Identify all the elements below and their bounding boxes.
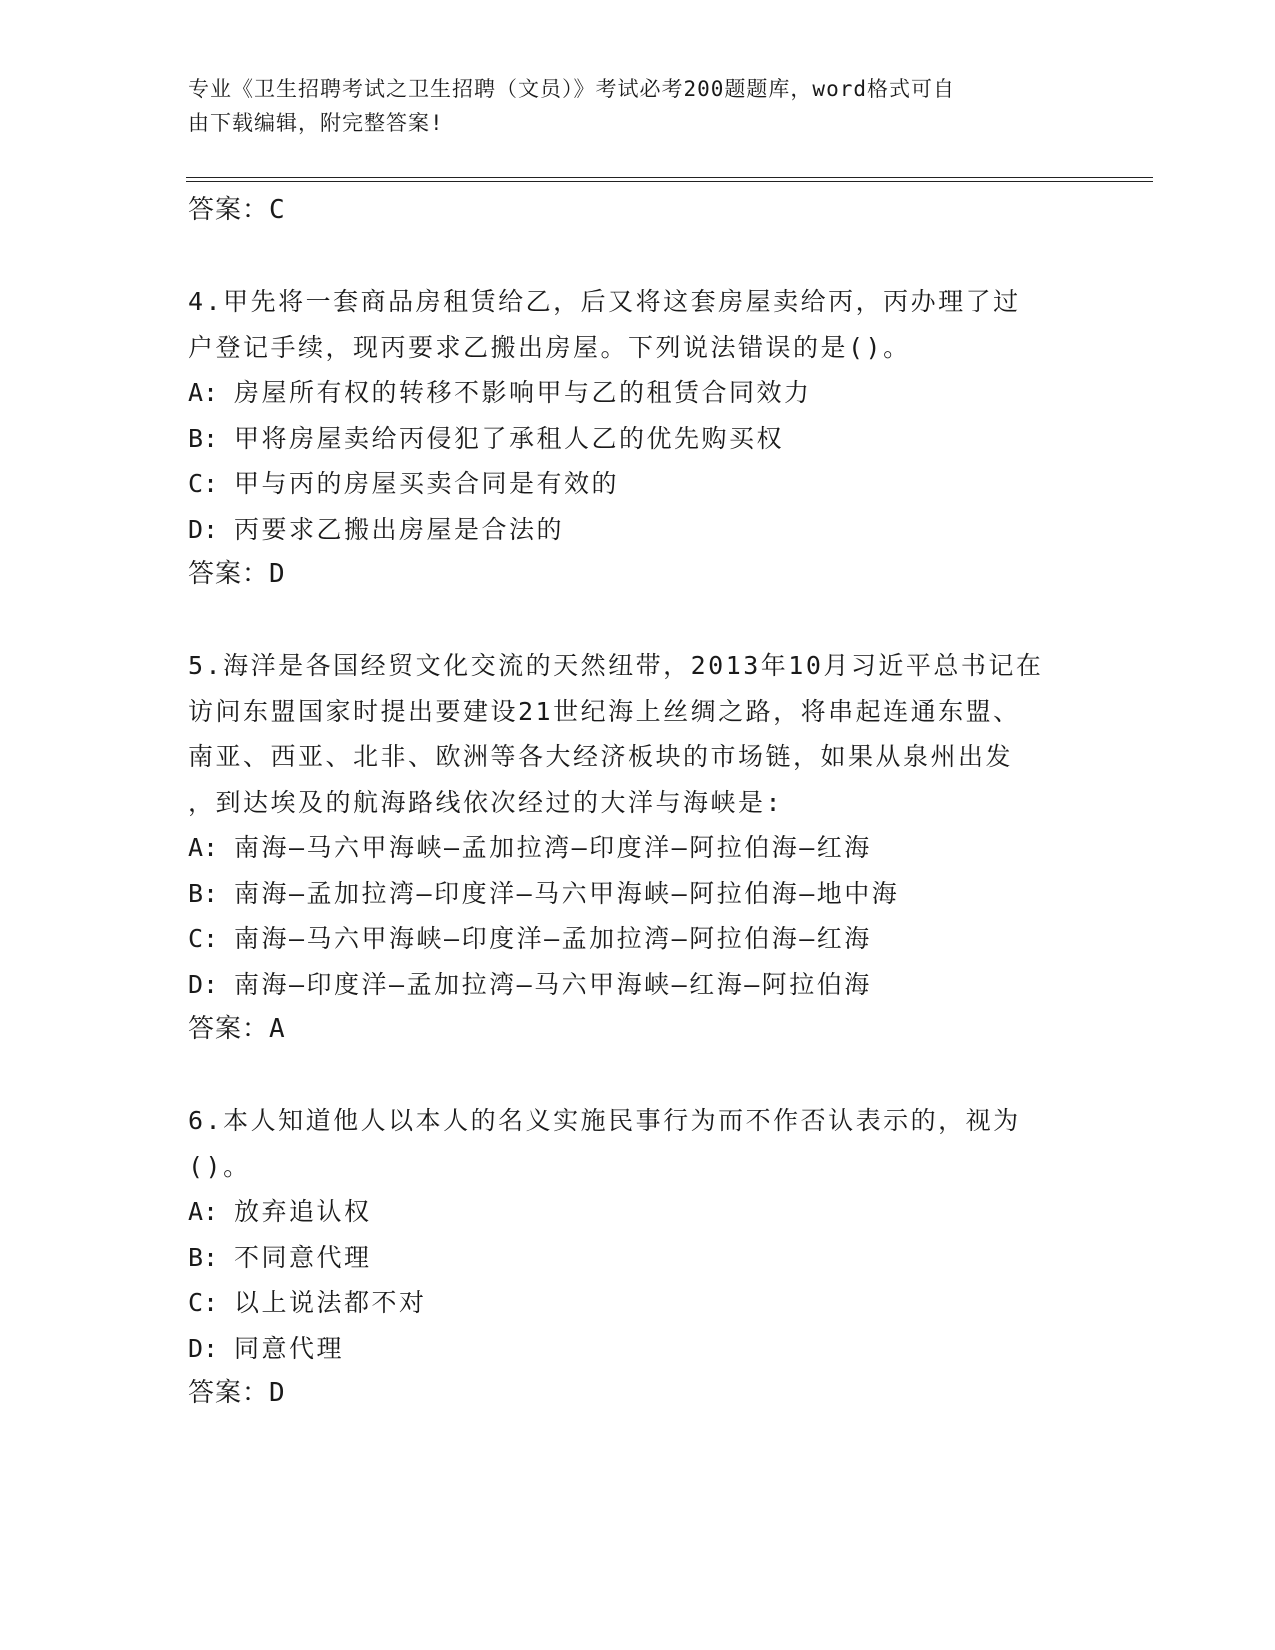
option-letter: C: bbox=[188, 1288, 219, 1317]
question-text-line: 4.甲先将一套商品房租赁给乙，后又将这套房屋卖给丙，丙办理了过 bbox=[188, 287, 1021, 316]
question-5 bbox=[188, 643, 1108, 1053]
option-text: 放弃追认权 bbox=[234, 1197, 372, 1226]
option-letter: B: bbox=[188, 878, 219, 908]
option-letter: A: bbox=[188, 1197, 219, 1226]
option-text: 以上说法都不对 bbox=[234, 1288, 427, 1317]
option-text: 不同意代理 bbox=[234, 1242, 372, 1272]
question-6 bbox=[188, 1098, 1108, 1417]
option-letter: C: bbox=[188, 924, 219, 953]
option-text: 丙要求乙搬出房屋是合法的 bbox=[234, 514, 565, 544]
option-letter: B: bbox=[188, 423, 219, 453]
question-text-line: ()。 bbox=[188, 1151, 251, 1181]
answer-line: 答案：C bbox=[188, 195, 286, 225]
option-text: 南海—印度洋—孟加拉湾—马六甲海峡—红海—阿拉伯海 bbox=[234, 969, 872, 999]
header-line-1: 专业《卫生招聘考试之卫生招聘（文员）》考试必考200题题库，word格式可自 bbox=[188, 77, 955, 101]
option-text: 同意代理 bbox=[234, 1333, 345, 1363]
option-c bbox=[188, 461, 1108, 507]
option-d bbox=[188, 507, 1108, 553]
question-text-line: 6.本人知道他人以本人的名义实施民事行为而不作否认表示的，视为 bbox=[188, 1106, 1021, 1135]
option-text: 甲将房屋卖给丙侵犯了承租人乙的优先购买权 bbox=[234, 423, 785, 453]
header-rule-bottom bbox=[186, 181, 1153, 182]
answer-line: 答案：A bbox=[188, 1014, 286, 1044]
header-line-2: 由下载编辑，附完整答案! bbox=[188, 111, 444, 135]
option-a bbox=[188, 825, 1108, 871]
option-text: 南海—马六甲海峡—孟加拉湾—印度洋—阿拉伯海—红海 bbox=[234, 833, 872, 862]
option-letter: D: bbox=[188, 1333, 219, 1363]
question-text-line: 访问东盟国家时提出要建设21世纪海上丝绸之路，将串起连通东盟、 bbox=[188, 696, 1021, 726]
option-b bbox=[188, 871, 1108, 917]
question-text-line: 5.海洋是各国经贸文化交流的天然纽带，2013年10月习近平总书记在 bbox=[188, 651, 1044, 680]
question-4 bbox=[188, 279, 1108, 598]
option-b bbox=[188, 1235, 1108, 1281]
header-rule-top bbox=[186, 177, 1153, 178]
option-letter: D: bbox=[188, 514, 219, 544]
option-letter: C: bbox=[188, 469, 219, 498]
option-d bbox=[188, 962, 1108, 1008]
option-text: 南海—孟加拉湾—印度洋—马六甲海峡—阿拉伯海—地中海 bbox=[234, 878, 900, 908]
question-text-line: 户登记手续，现丙要求乙搬出房屋。下列说法错误的是()。 bbox=[188, 332, 911, 362]
option-c bbox=[188, 1280, 1108, 1326]
option-letter: A: bbox=[188, 378, 219, 407]
option-text: 房屋所有权的转移不影响甲与乙的租赁合同效力 bbox=[234, 378, 812, 407]
option-text: 南海—马六甲海峡—印度洋—孟加拉湾—阿拉伯海—红海 bbox=[234, 924, 872, 953]
document-body bbox=[188, 188, 1108, 1417]
option-letter: D: bbox=[188, 969, 219, 999]
answer-line: 答案：D bbox=[188, 559, 286, 589]
page-header bbox=[188, 72, 1068, 140]
option-c bbox=[188, 916, 1108, 962]
option-text: 甲与丙的房屋买卖合同是有效的 bbox=[234, 469, 620, 498]
option-a bbox=[188, 370, 1108, 416]
answer-line: 答案：D bbox=[188, 1378, 286, 1408]
option-d bbox=[188, 1326, 1108, 1372]
option-a bbox=[188, 1189, 1108, 1235]
question-text-line: ，到达埃及的航海路线依次经过的大洋与海峡是: bbox=[188, 787, 784, 817]
question-text-line: 南亚、西亚、北非、欧洲等各大经济板块的市场链，如果从泉州出发 bbox=[188, 742, 1014, 771]
option-letter: B: bbox=[188, 1242, 219, 1272]
option-b bbox=[188, 416, 1108, 462]
option-letter: A: bbox=[188, 833, 219, 862]
